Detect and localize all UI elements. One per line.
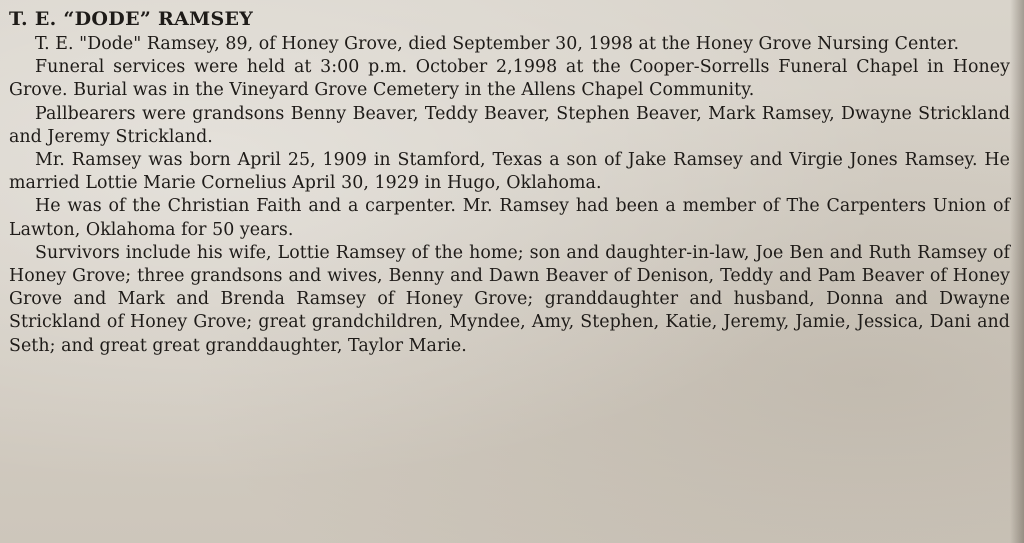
paragraph-pallbearers: Pallbearers were grandsons Benny Beaver, Teddy Beaver, Stephen Beaver, Mark Ramsey, Dwayne Strickland and Jeremy Strickland. (9, 103, 1010, 147)
paragraph-faith-occupation: He was of the Christian Faith and a carpenter. Mr. Ramsey had been a member of The Carpenters Union of Lawton, Oklahoma for 50 years. (9, 196, 1010, 240)
obituary-headline: T. E. “DODE” RAMSEY (9, 8, 254, 30)
paper-edge-shadow (1010, 0, 1024, 543)
paragraph-death-notice: T. E. "Dode" Ramsey, 89, of Honey Grove, died September 30, 1998 at the Honey Grove Nursing Center. (35, 34, 960, 54)
paragraph-survivors: Survivors include his wife, Lottie Ramsey of the home; son and daughter-in-law, Joe Ben and Ruth Ramsey of Honey Grove; three grandsons and wives, Benny and Dawn Beaver of Denison, Teddy and Pam Beaver of Honey Grove and Mark and Brenda Ramsey of Honey Grove; granddaughter and husband, Donna and Dwayne Strickland of Honey Grove; great grandchildren, Myndee, Amy, Stephen, Katie, Jeremy, Jamie, Jessica, Dani and Seth; and great great granddaughter, Taylor Marie. (9, 242, 1010, 356)
paragraph-biography: Mr. Ramsey was born April 25, 1909 in Stamford, Texas a son of Jake Ramsey and Virgie Jones Ramsey. He married Lottie Marie Cornelius April 30, 1929 in Hugo, Oklahoma. (9, 150, 1010, 194)
paragraph-funeral-services: Funeral services were held at 3:00 p.m. October 2,1998 at the Cooper-Sorrells Funeral Chapel in Honey Grove. Burial was in the Vineyard Grove Cemetery in the Allens Chapel Community. (9, 57, 1010, 101)
